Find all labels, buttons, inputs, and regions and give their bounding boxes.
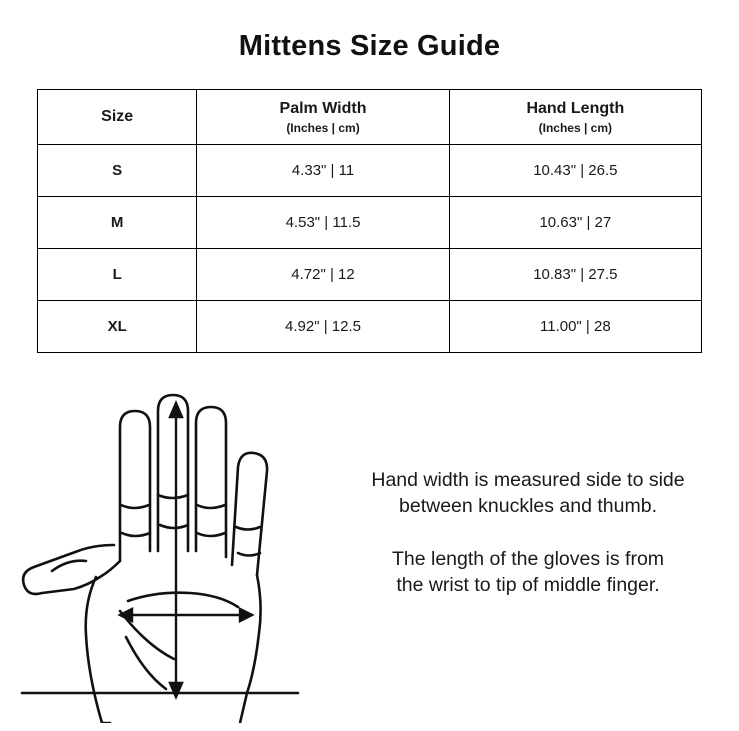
cell-palm-width: 4.33" | 11 bbox=[197, 145, 449, 197]
cell-palm-width: 4.72" | 12 bbox=[197, 249, 449, 301]
lower-section bbox=[0, 375, 739, 725]
palm-crease-line-2 bbox=[126, 637, 166, 689]
length-note-line2: the wrist to tip of middle finger. bbox=[396, 573, 660, 596]
hand-diagram bbox=[8, 375, 338, 723]
cell-size: M bbox=[38, 197, 197, 249]
width-note bbox=[325, 467, 731, 520]
thumb-outline bbox=[23, 545, 120, 594]
finger-joint-mark bbox=[158, 495, 188, 498]
column-header-palm-width bbox=[197, 90, 449, 145]
width-note-line2: between knuckles and thumb. bbox=[399, 495, 657, 518]
table-row bbox=[38, 249, 702, 301]
finger-joint-mark bbox=[121, 505, 149, 508]
column-header-palm-width-label: Palm Width bbox=[279, 99, 367, 117]
palm-left-outline bbox=[86, 577, 110, 723]
table-body bbox=[38, 145, 702, 353]
thumb-joint-mark bbox=[52, 561, 86, 571]
finger-joint-mark bbox=[197, 533, 225, 536]
cell-palm-width: 4.92" | 12.5 bbox=[197, 301, 449, 353]
length-measure-arrow bbox=[170, 403, 182, 697]
cell-hand-length: 10.43" | 26.5 bbox=[449, 145, 701, 197]
cell-hand-length: 10.83" | 27.5 bbox=[449, 249, 701, 301]
finger-joint-mark bbox=[238, 553, 260, 556]
finger-joint-mark bbox=[122, 533, 150, 536]
finger-joint-mark bbox=[160, 525, 188, 528]
cell-size: S bbox=[38, 145, 197, 197]
size-table-container bbox=[37, 89, 702, 353]
finger-joint-mark bbox=[197, 505, 225, 508]
index-finger-outline bbox=[120, 411, 150, 561]
cell-size: XL bbox=[38, 301, 197, 353]
table-row bbox=[38, 301, 702, 353]
column-header-hand-length-label: Hand Length bbox=[526, 99, 625, 117]
length-note bbox=[325, 546, 731, 599]
length-note-line1: The length of the gloves is from bbox=[391, 547, 665, 570]
column-header-palm-width-units: (Inches | cm) bbox=[286, 120, 360, 135]
finger-joint-mark bbox=[236, 527, 260, 530]
table-row bbox=[38, 145, 702, 197]
cell-size: L bbox=[38, 249, 197, 301]
knuckle-crease-line bbox=[128, 593, 238, 607]
table-header bbox=[38, 90, 702, 145]
column-header-size bbox=[38, 90, 197, 145]
column-header-hand-length bbox=[449, 90, 701, 145]
column-header-hand-length-units: (Inches | cm) bbox=[538, 120, 613, 135]
table-header-row bbox=[38, 90, 702, 145]
cell-palm-width: 4.53" | 11.5 bbox=[197, 197, 449, 249]
cell-hand-length: 11.00" | 28 bbox=[449, 301, 701, 353]
size-table bbox=[37, 89, 702, 353]
width-note-line1: Hand width is measured side to side bbox=[371, 469, 685, 491]
palm-right-outline bbox=[240, 575, 261, 723]
column-header-size-label: Size bbox=[101, 108, 134, 125]
width-measure-arrow bbox=[120, 609, 252, 621]
page-title: Mittens Size Guide bbox=[238, 30, 501, 62]
table-row bbox=[38, 197, 702, 249]
cell-hand-length: 10.63" | 27 bbox=[449, 197, 701, 249]
measurement-notes bbox=[325, 467, 731, 598]
